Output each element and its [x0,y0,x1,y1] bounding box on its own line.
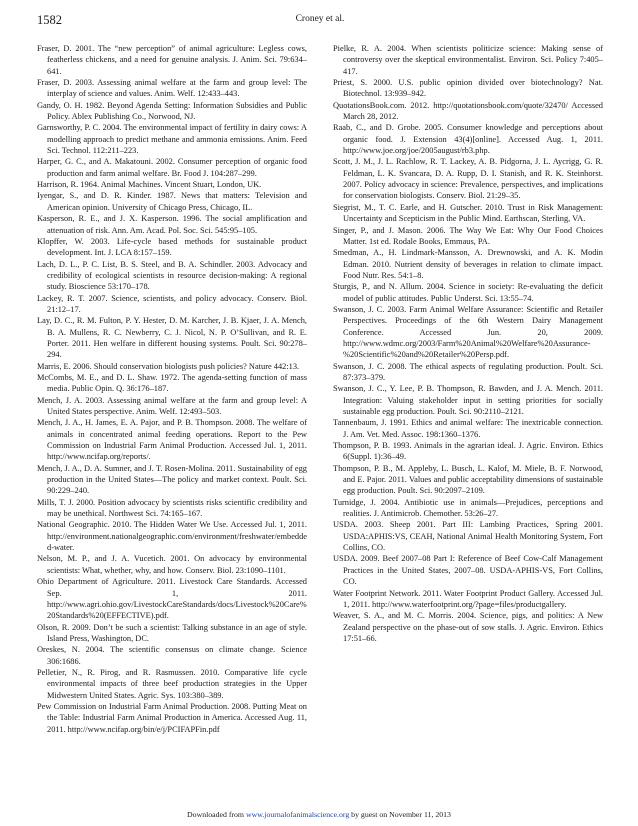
reference-entry: Priest, S. 2000. U.S. public opinion divided over biotechnology? Nat. Biotechnol. 13:939–942. [333,78,603,99]
reference-entry: Harper, G. C., and A. Makatouni. 2002. Consumer perception of organic food production and farm animal welfare. Br. Food J. 104:287–299. [37,157,307,178]
reference-entry: Mench, J. A., H. James, E. A. Pajor, and P. B. Thompson. 2008. The welfare of animals in concentrated animal feeding operations. Report to the Pew Commission on Industrial Farm Animal Production. Accessed Jul. 1, 2011. http://www.ncifap.org/reports/. [37,418,307,462]
reference-entry: Smedman, A., H. Lindmark-Mansson, A. Drewnowski, and A. K. Modin Edman. 2010. Nutrient density of beverages in relation to climate impact. Food Nutr. Res. 54:1–8. [333,248,603,280]
footer-prefix: Downloaded from [187,810,246,819]
reference-entry: Pielke, R. A. 2004. When scientists politicize science: Making sense of controversy over the skeptical environmentalist. Environ. Sci. Policy 7:405–417. [333,44,603,76]
references-right-column [333,43,603,803]
reference-entry: Swanson, J. C. 2008. The ethical aspects of regulating production. Poult. Sci. 87:373–379. [333,361,603,382]
reference-entry: Siegrist, M., T. C. Earle, and H. Gutscher. 2010. Trust in Risk Management: Uncertainty and Scepticism in the Public Mind. Earthscan, Sterling, VA. [333,202,603,224]
reference-entry: Mench, J. A. 2003. Assessing animal welfare at the farm and group level: A United States perspective. Anim. Welf. 12:493–503. [37,395,307,416]
reference-entry: Tannenbaum, J. 1991. Ethics and animal welfare: The inextricable connection. J. Am. Vet. Med. Assoc. 198:1360–1376. [333,418,603,439]
reference-entry: Scott, J. M., J. L. Rachlow, R. T. Lackey, A. B. Pidgorna, J. L. Aycrigg, G. R. Feldman, L. K. Svancara, D. A. Rupp, D. I. Stanish, and R. K. Steinhorst. 2007. Policy advocacy in science: Prevalence, perspectives, and implications for conservation biologists. Conserv. Biol. 21:29–35. [333,157,603,201]
reference-entry: McCombs, M. E., and D. L. Shaw. 1972. The agenda-setting function of mass media. Public Opin. Q. 36:176–187. [37,372,307,394]
footer-suffix: by guest on November 11, 2013 [349,810,451,819]
reference-entry: Fraser, D. 2001. The “new perception” of animal agriculture: Legless cows, featherless chickens, and a need for genuine analysis. J. Anim. Sci. 79:634–641. [37,44,307,76]
reference-entry: Water Footprint Network. 2011. Water Footprint Product Gallery. Accessed Jul. 1, 2011. http://www.waterfootprint.org/?page=files/productgallery. [333,588,603,609]
reference-entry: Raab, C., and D. Grobe. 2005. Consumer knowledge and perceptions about organic food. J. Extension 43(4)[online]. Accessed Aug. 1, 2011. http://www.joe.org/joe/2005august/rb3.php. [333,123,603,156]
reference-entry: Pew Commission on Industrial Farm Animal Production. 2008. Putting Meat on the Table: Industrial Farm Animal Production in America. Accessed Aug. 11, 2011. http://www.ncifap.org/bin/e/j/PCIFAPFin.pdf [37,701,307,734]
reference-entry: USDA. 2003. Sheep 2001. Part III: Lambing Practices, Spring 2001. USDA:APHIS:VS, CEAH, National Animal Health Monitoring System, Fort Collins, CO. [333,520,603,553]
references-section [37,43,603,803]
references-left-column [37,43,307,803]
reference-entry: Turnidge, J. 2004. Antibiotic use in animals—Prejudices, perceptions and realities. J. Antimicrob. Chemother. 53:26–27. [333,497,603,519]
reference-entry: Singer, P., and J. Mason. 2006. The Way We Eat: Why Our Food Choices Matter. 1st ed. Rodale Books, Emmaus, PA. [333,225,603,246]
reference-entry: Mench, J. A., D. A. Sumner, and J. T. Rosen-Molina. 2011. Sustainability of egg production in the United States—The policy and market context. Poult. Sci. 90:229–240. [37,463,307,496]
reference-entry: Oreskes, N. 2004. The scientific consensus on climate change. Science 306:1686. [37,645,307,666]
reference-entry: Sturgis, P., and N. Allum. 2004. Science in society: Re-evaluating the deficit model of public attitudes. Public Underst. Sci. 13:55–74. [333,282,603,303]
reference-entry: Harrison, R. 1964. Animal Machines. Vincent Stuart, London, UK. [37,180,262,190]
reference-entry: Olson, R. 2009. Don’t be such a scientist: Talking substance in an age of style. Island Press, Washington, DC. [37,622,307,643]
reference-entry: Weaver, S. A., and M. C. Morris. 2004. Science, pigs, and politics: A New Zealand perspective on the phase-out of sow stalls. J. Agric. Environ. Ethics 17:51–66. [333,611,603,643]
reference-entry: USDA. 2009. Beef 2007–08 Part I: Reference of Beef Cow-Calf Management Practices in the United States, 2007–08. USDA-APHIS-VS, Fort Collins, CO. [333,554,603,587]
reference-entry: Thompson, P. B. 1993. Animals in the agrarian ideal. J. Agric. Environ. Ethics 6(Suppl. 1):36–49. [333,441,603,462]
reference-entry: National Geographic. 2010. The Hidden Water We Use. Accessed Jul. 1, 2011. http://environment.nationalgeographic.com/environment/freshwater/embedded-water. [37,520,308,553]
journal-site-link[interactable]: www.journalofanimalscience.org [245,810,350,819]
reference-entry: Garnsworthy, P. C. 2004. The environmental impact of fertility in dairy cows: A modelling approach to predict methane and ammonia emissions. Anim. Feed Sci. Technol. 112:211–223. [37,123,307,156]
reference-entry: Swanson, J. C. 2003. Farm Animal Welfare Assurance: Scientific and Retailer Perspectives. Proceedings of the 6th Western Dairy Management Conference. Accessed Jun. 20, 2009. http://www.wdmc.org/2003/Farm%20Animal%20Welfare%20Assurance-%20Scientific%20and%20Retailer%20Persp.pdf. [333,304,603,360]
reference-entry: Lackey, R. T. 2007. Science, scientists, and policy advocacy. Conserv. Biol. 21:12–17. [37,293,307,314]
reference-entry: Nelson, M. P., and J. A. Vucetich. 2001. On advocacy by environmental scientists: What, whether, why, and how. Conserv. Biol. 23:1090–1101. [37,554,307,575]
reference-entry: Thompson, P. B., M. Appleby, L. Busch, L. Kalof, M. Miele, B. F. Norwood, and E. Pajor. 2011. Values and public acceptability dimensions of sustainable egg production. Poult. Sci. 90:2097–2109. [333,463,603,496]
reference-entry: Ohio Department of Agriculture. 2011. Livestock Care Standards. Accessed Sep. 1, 2011. http://www.agri.ohio.gov/LivestockCareStandards/docs/Livestock%20Care%20Standards%20(EFFECTIVE).pdf. [37,577,307,621]
reference-entry: Kasperson, R. E., and J. X. Kasperson. 1996. The social amplification and attenuation of risk. Ann. Am. Acad. Pol. Soc. Sci. 545:95–105. [37,214,307,235]
reference-entry: Mills, T. J. 2000. Position advocacy by scientists risks scientific credibility and may be unethical. Northwest Sci. 74:165–167. [37,497,307,519]
reference-entry: Iyengar, S., and D. R. Kinder. 1987. News that matters: Television and American opinion. University of Chicago Press, Chicago, IL. [37,191,307,212]
reference-entry: Lay, D. C., R. M. Fulton, P. Y. Hester, D. M. Karcher, J. B. Kjaer, J. A. Mench, B. A. Mullens, R. C. Newberry, C. J. Nicol, N. P. O’Sullivan, and R. E. Porter. 2011. Hen welfare in different housing systems. Poult. Sci. 90:278–294. [37,316,307,360]
page-header [37,13,603,29]
download-footer [0,810,638,819]
reference-entry: Fraser, D. 2003. Assessing animal welfare at the farm and group level: The interplay of science and values. Anim. Welf. 12:433–443. [37,78,307,99]
running-head: Croney et al. [295,14,345,24]
reference-entry: Marris, E. 2006. Should conservation biologists push policies? Nature 442:13. [37,361,300,371]
page-number: 1582 [37,13,62,27]
reference-entry: Pelletier, N., R. Pirog, and R. Rasmussen. 2010. Comparative life cycle environmental impacts of three beef production strategies in the Upper Midwestern United States. Agric. Sys. 103:380–389. [37,667,307,700]
reference-entry: Klopffer, W. 2003. Life-cycle based methods for sustainable product development. Int. J. LCA 8:157–159. [37,236,307,258]
reference-entry: Gandy, O. H. 1982. Beyond Agenda Setting: Information Subsidies and Public Policy. Ablex Publishing Co., Norwood, NJ. [37,100,307,122]
reference-entry: Swanson, J. C., Y. Lee, P. B. Thompson, R. Bawden, and J. A. Mench. 2011. Integration: Valuing stakeholder input in setting priorities for socially sustainable egg production. Poult. Sci. 90:2110–2121. [333,384,603,416]
reference-entry: QuotationsBook.com. 2012. http://quotationsbook.com/quote/32470/ Accessed March 28, 2012. [333,100,603,122]
reference-entry: Lach, D. L., P. C. List, B. S. Steel, and B. A. Schindler. 2003. Advocacy and credibility of ecological scientists in resource decision-making: A regional study. Bioscience 53:170–178. [37,259,307,292]
